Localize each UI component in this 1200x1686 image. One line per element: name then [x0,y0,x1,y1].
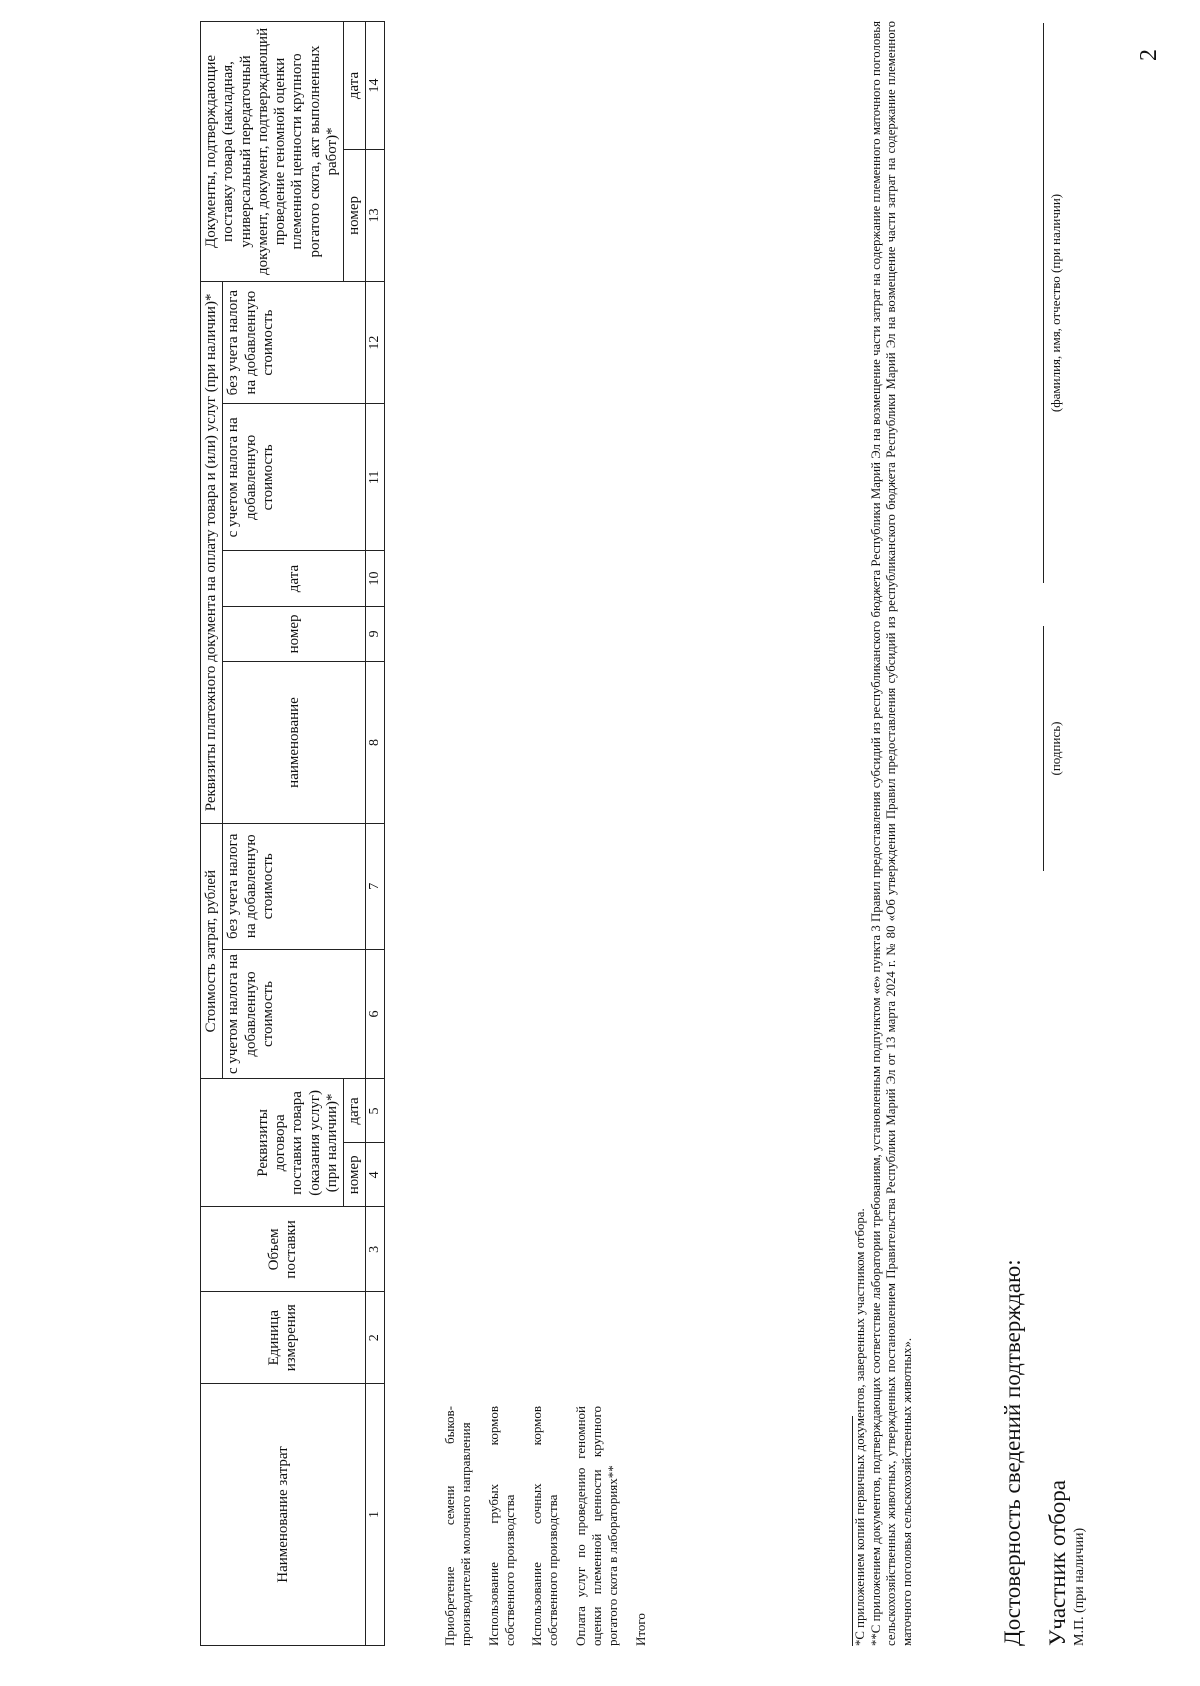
footnote-one: *С приложением копий первичных документов, заверенных участником отбора. [853,1208,867,1646]
column-number: 1 [366,1384,385,1646]
row-label-total: Итого [632,1613,648,1646]
header-docs: Документы, подтверждающие поставку товара (накладная, универсальный передаточный документ, документ, подтверждающий проведение геномной оценки племенной ценности крупного рогатого скота, акт выполненных работ)* [201,22,344,282]
footnotes [853,21,915,1646]
header-pay-number: номер [223,606,366,661]
column-number: 6 [366,949,385,1079]
header-volume: Объем поставки [201,1207,366,1292]
column-number: 3 [366,1207,385,1292]
column-number: 11 [366,404,385,551]
header-name: Наименование затрат [201,1384,366,1646]
row-label-semen: Приобретение семени быков-производителей молочного направления [442,1406,473,1646]
row-label-succulent-feed: Использование сочных кормов собственного производства [529,1406,561,1646]
header-pay-name: наименование [223,662,366,824]
confirmation-heading: Достоверность сведений подтверждаю: [1000,1259,1025,1646]
column-number-row [366,22,385,1646]
column-number: 9 [366,606,385,661]
participant-label: Участник отбора [1045,1479,1070,1646]
column-number: 10 [366,551,385,606]
row-label-coarse-feed: Использование грубых кормов собственного производства [485,1406,517,1646]
column-number: 7 [366,823,385,949]
signature-line [1043,626,1044,871]
column-number: 2 [366,1292,385,1384]
column-number: 14 [366,22,385,150]
header-payment: Реквизиты платежного документа на оплату товара и (или) услуг (при наличии)* [201,281,223,823]
column-number: 8 [366,662,385,824]
column-number: 5 [366,1079,385,1143]
header-contract: Реквизиты договора поставки товара (оказания услуг) (при наличии)* [201,1079,344,1207]
costs-table [200,21,385,1646]
header-pay-date: дата [223,551,366,606]
header-pay-without-vat: без учета налога на добавленную стоимость [223,281,366,403]
header-cost-without-vat: без учета налога на добавленную стоимость [223,823,366,949]
header-docs-date: дата [344,22,366,150]
column-number: 4 [366,1143,385,1207]
header-row-1 [201,22,223,1646]
stamp-label: М.П. (при наличии) [1072,1527,1087,1646]
header-contract-date: дата [344,1079,366,1143]
header-pay-with-vat: с учетом налога на добавленную стоимость [223,404,366,551]
cost-row-labels [442,1406,661,1646]
header-contract-number: номер [344,1143,366,1207]
column-number: 12 [366,281,385,403]
header-docs-number: номер [344,149,366,281]
name-line [1043,23,1044,583]
header-cost: Стоимость затрат, рублей [201,823,223,1079]
row-label-genomic-services: Оплата услуг по проведению геномной оценки племенной ценности крупного рогатого скота в лабораториях** [573,1406,620,1646]
header-unit: Единица измерения [201,1292,366,1384]
column-number: 13 [366,149,385,281]
signature-caption: (подпись) [1048,721,1063,776]
footnote-two: **С приложением документов, подтверждающих соответствие лаборатории требованиям, установленным подпунктом «е» пункта 3 Правил предоставления субсидий из республиканского бюджета Республики Марий Эл на возмещение части затрат на содержание племенного маточного поголовья сельскохозяйственных животных, утвержденных постановлением Правительства Республики Марий Эл от 13 марта 2024 г. № 80 «Об утверждении Правил предоставления субсидий из республиканского бюджета Республики Марий Эл на возмещение части затрат на содержание племенного маточного поголовья сельскохозяйственных животных». [868,21,914,1646]
name-caption: (фамилия, имя, отчество (при наличии) [1048,193,1063,413]
page-number: 2 [1136,49,1162,61]
header-cost-with-vat: с учетом налога на добавленную стоимость [223,949,366,1079]
